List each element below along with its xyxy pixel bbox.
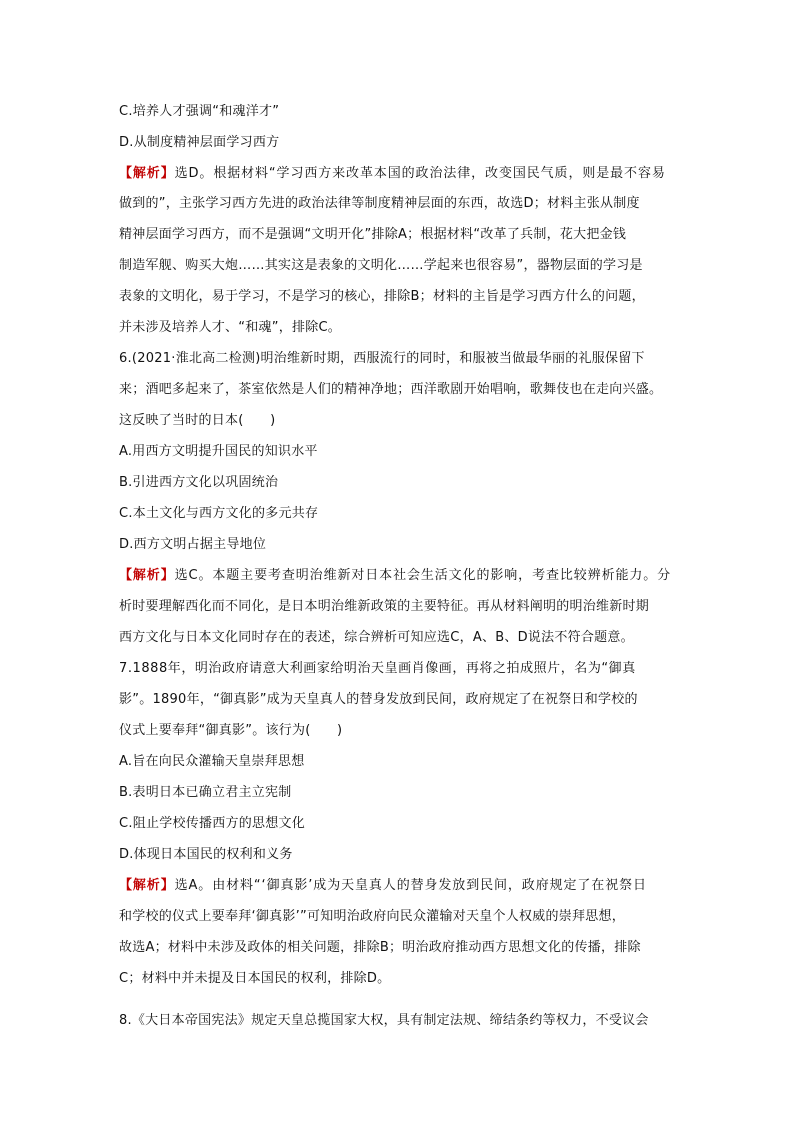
analysis-line: 制造军舰、购买大炮……其实这是表象的文明化……学起来也很容易”，器物层面的学习是 <box>119 258 643 273</box>
question-stem: 这反映了当时的日本( ) <box>119 413 276 428</box>
option-d: D.从制度精神层面学习西方 <box>119 135 280 150</box>
question-stem: 来；酒吧多起来了，茶室依然是人们的精神净地；西洋歌剧开始唱响，歌舞伎也在走向兴盛。 <box>119 382 663 397</box>
analysis-line: 【解析】选D。根据材料“学习西方来改革本国的政治法律，改变国民气质，则是最不容易 <box>119 166 666 181</box>
option-c: C.培养人才强调“和魂洋才” <box>119 104 280 119</box>
question-stem: 6.(2021·淮北高二检测)明治维新时期，西服流行的同时，和服被当做最华丽的礼服保留下 <box>119 351 645 366</box>
option-a: A.旨在向民众灌输天皇崇拜思想 <box>119 754 305 769</box>
question-stem: 8.《大日本帝国宪法》规定天皇总揽国家大权，具有制定法规、缔结条约等权力，不受议会 <box>119 1013 649 1028</box>
option-c: C.阻止学校传播西方的思想文化 <box>119 816 305 831</box>
analysis-tag: 【解析】 <box>119 878 175 893</box>
analysis-line: C；材料中并未提及日本国民的权利，排除D。 <box>119 971 391 986</box>
analysis-line: 故选A；材料中未涉及政体的相关问题，排除B；明治政府推动西方思想文化的传播，排除 <box>119 940 641 955</box>
question-stem: 7.1888年，明治政府请意大利画家给明治天皇画肖像画，再将之拍成照片，名为“御真 <box>119 661 636 676</box>
option-d: D.西方文明占据主导地位 <box>119 537 267 552</box>
analysis-line: 和学校的仪式上要奉拜‘御真影’”可知明治政府向民众灌输对天皇个人权威的崇拜思想， <box>119 909 626 924</box>
option-d: D.体现日本国民的权利和义务 <box>119 847 293 862</box>
question-stem: 仪式上要奉拜“御真影”。该行为( ) <box>119 723 343 738</box>
option-b: B.表明日本已确立君主立宪制 <box>119 785 292 800</box>
option-b: B.引进西方文化以巩固统治 <box>119 475 279 490</box>
analysis-tag: 【解析】 <box>119 568 175 583</box>
analysis-line: 做到的”，主张学习西方先进的政治法律等制度精神层面的东西，故选D；材料主张从制度 <box>119 196 640 211</box>
question-stem: 影”。1890年，“御真影”成为天皇真人的替身发放到民间，政府规定了在祝祭日和学校的 <box>119 692 638 707</box>
analysis-line: 并未涉及培养人才、“和魂”，排除C。 <box>119 320 342 335</box>
analysis-line: 析时要理解西化而不同化，是日本明治维新政策的主要特征。再从材料阐明的明治维新时期 <box>119 599 650 614</box>
option-a: A.用西方文明提升国民的知识水平 <box>119 444 318 459</box>
analysis-line: 表象的文明化，易于学习，不是学习的核心，排除B；材料的主旨是学习西方什么的问题， <box>119 289 645 304</box>
option-c: C.本土文化与西方文化的多元共存 <box>119 506 319 521</box>
analysis-line: 西方文化与日本文化同时存在的表述，综合辨析可知应选C，A、B、D说法不符合题意。 <box>119 630 634 645</box>
analysis-line: 【解析】选C。本题主要考查明治维新对日本社会生活文化的影响，考查比较辨析能力。分 <box>119 568 672 583</box>
analysis-tag: 【解析】 <box>119 166 175 181</box>
analysis-line: 【解析】选A。由材料“‘御真影’成为天皇真人的替身发放到民间，政府规定了在祝祭日 <box>119 878 647 893</box>
analysis-line: 精神层面学习西方，而不是强调“文明开化”排除A；根据材料“改革了兵制，花大把金钱 <box>119 227 627 242</box>
